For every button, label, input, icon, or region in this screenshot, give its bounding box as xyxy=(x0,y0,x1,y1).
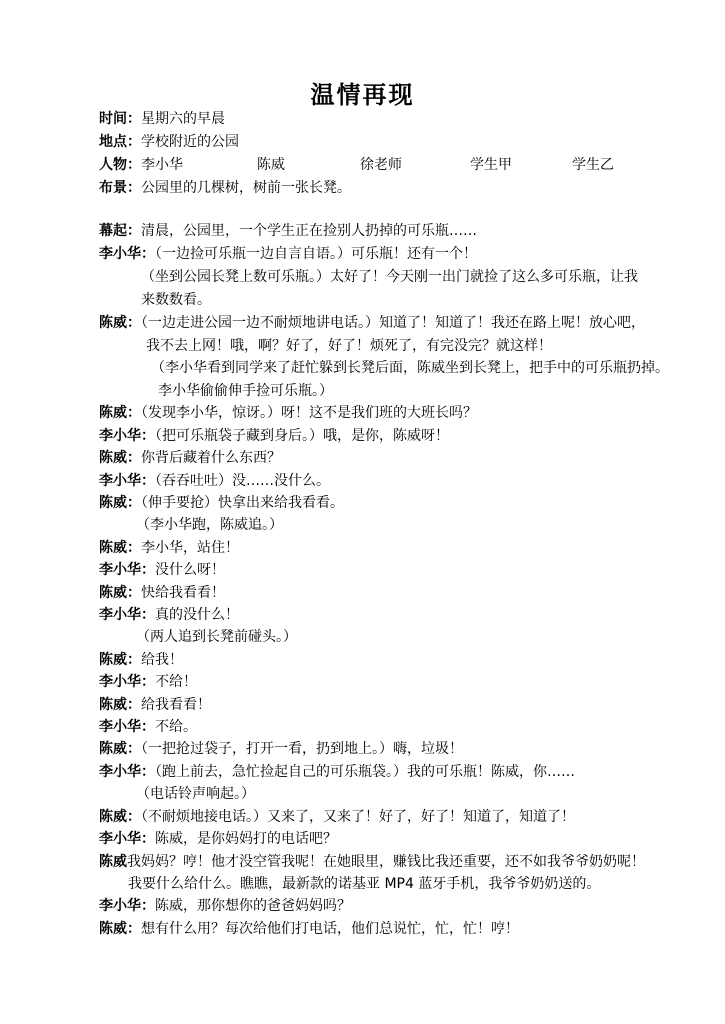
script-line xyxy=(158,380,725,402)
speaker-label: 李小华： xyxy=(99,428,155,444)
line-text: 不给！ xyxy=(155,674,197,690)
script-line xyxy=(136,783,725,805)
line-text: 清晨，公园里，一个学生正在捡别人扔掉的可乐瓶…… xyxy=(141,223,477,239)
script-line xyxy=(99,806,699,828)
script-line xyxy=(151,357,725,379)
script-line xyxy=(99,402,699,424)
script-line xyxy=(141,289,725,311)
script-line xyxy=(141,266,725,288)
line-text: （坐到公园长凳上数可乐瓶。）太好了！今天刚一出门就捡了这么多可乐瓶，让我 xyxy=(141,269,638,285)
script-line xyxy=(99,716,699,738)
script-line xyxy=(99,492,699,514)
script-line xyxy=(99,851,699,873)
script-line xyxy=(99,425,699,447)
speaker-label: 李小华： xyxy=(99,607,155,623)
setting-value: 公园里的几棵树，树前一张长凳。 xyxy=(141,180,351,196)
cast-label: 人物： xyxy=(99,157,141,173)
line-text: （伸手要抢）快拿出来给我看看。 xyxy=(141,495,344,511)
script-line xyxy=(99,649,699,671)
speaker-label: 陈威： xyxy=(99,741,141,757)
line-text: 快给我看看！ xyxy=(141,585,225,601)
script-line xyxy=(99,537,699,559)
time-label: 时间： xyxy=(99,111,141,127)
line-text: （跑上前去，急忙捡起自己的可乐瓶袋。）我的可乐瓶！陈威，你…… xyxy=(155,764,575,780)
line-text: 给我看看！ xyxy=(141,697,211,713)
script-line xyxy=(99,243,699,265)
setting-line xyxy=(99,177,699,199)
speaker-label: 李小华： xyxy=(99,562,155,578)
line-text: 想有什么用？每次给他们打电话，他们总说忙，忙，忙！哼！ xyxy=(141,921,519,937)
script-line xyxy=(99,694,699,716)
line-text: （一把抢过袋子，打开一看，扔到地上。）嗨，垃圾！ xyxy=(141,741,463,757)
cast-member: 学生甲 xyxy=(470,157,512,173)
line-text: （李小华看到同学来了赶忙躲到长凳后面，陈威坐到长凳上，把手中的可乐瓶扔掉。 xyxy=(151,360,669,376)
line-text: 我不去上网！哦，啊？好了，好了！烦死了，有完没完？就这样！ xyxy=(146,338,552,354)
line-text: （李小华跑，陈威追。） xyxy=(136,517,283,533)
cast-member: 学生乙 xyxy=(572,157,614,173)
script-line xyxy=(99,604,699,626)
speaker-label: 李小华： xyxy=(99,764,155,780)
script-line xyxy=(136,514,725,536)
cast-line xyxy=(99,154,699,176)
speaker-label: 陈威 xyxy=(99,854,127,870)
speaker-label: 李小华： xyxy=(99,719,155,735)
script-line xyxy=(99,559,699,581)
script-line xyxy=(128,873,725,895)
script-line xyxy=(99,312,699,334)
place-line xyxy=(99,131,699,153)
line-text: 真的没什么！ xyxy=(155,607,239,623)
speaker-label: 幕起： xyxy=(99,223,141,239)
line-text: （两人追到长凳前碰头。） xyxy=(136,629,297,645)
speaker-label: 李小华： xyxy=(99,831,155,847)
line-text: 不给。 xyxy=(155,719,197,735)
speaker-label: 陈威： xyxy=(99,809,141,825)
script-line xyxy=(99,470,699,492)
speaker-label: 陈威： xyxy=(99,315,141,331)
place-label: 地点： xyxy=(99,134,141,150)
page-title: 温情再现 xyxy=(310,81,415,109)
cast-member: 徐老师 xyxy=(360,157,402,173)
line-text: 我要什么给什么。瞧瞧，最新款的诺基亚 MP4 蓝牙手机，我爷爷奶奶送的。 xyxy=(128,876,601,892)
line-text: （吞吞吐吐）没……没什么。 xyxy=(155,473,330,489)
cast-member: 李小华 xyxy=(141,157,183,173)
speaker-label: 李小华： xyxy=(99,898,155,914)
script-line xyxy=(136,626,725,648)
speaker-label: 李小华： xyxy=(99,246,155,262)
place-value: 学校附近的公园 xyxy=(141,134,239,150)
setting-label: 布景： xyxy=(99,180,141,196)
line-text: 你背后藏着什么东西？ xyxy=(141,450,281,466)
script-line xyxy=(99,671,699,693)
cast-member: 陈威 xyxy=(257,157,285,173)
line-text: 陈威，是你妈妈打的电话吧？ xyxy=(155,831,337,847)
line-text: 来数数看。 xyxy=(141,292,211,308)
line-text: 没什么呀！ xyxy=(155,562,225,578)
speaker-label: 陈威： xyxy=(99,495,141,511)
speaker-label: 陈威： xyxy=(99,697,141,713)
line-text: 我妈妈？哼！他才没空管我呢！在她眼里，赚钱比我还重要，还不如我爷爷奶奶呢！ xyxy=(127,854,645,870)
speaker-label: 陈威： xyxy=(99,921,141,937)
speaker-label: 陈威： xyxy=(99,652,141,668)
line-text: （一边走进公园一边不耐烦地讲电话。）知道了！知道了！我还在路上呢！放心吧， xyxy=(141,315,645,331)
script-line xyxy=(99,761,699,783)
line-text: （发现李小华，惊讶。）呀！这不是我们班的大班长吗？ xyxy=(141,405,477,421)
speaker-label: 陈威： xyxy=(99,450,141,466)
script-line xyxy=(99,828,699,850)
speaker-label: 陈威： xyxy=(99,585,141,601)
script-line xyxy=(99,738,699,760)
line-text: 李小华偷偷伸手捡可乐瓶。） xyxy=(158,383,333,399)
line-text: （不耐烦地接电话。）又来了，又来了！好了，好了！知道了，知道了！ xyxy=(141,809,575,825)
line-text: 陈威，那你想你的爸爸妈妈吗？ xyxy=(155,898,351,914)
script-line xyxy=(99,447,699,469)
time-value: 星期六的早晨 xyxy=(141,111,225,127)
speaker-label: 李小华： xyxy=(99,674,155,690)
speaker-label: 陈威： xyxy=(99,405,141,421)
script-line xyxy=(99,582,699,604)
speaker-label: 李小华： xyxy=(99,473,155,489)
script-line xyxy=(99,220,699,242)
time-line xyxy=(99,108,699,130)
script-line xyxy=(99,895,699,917)
script-line xyxy=(99,918,699,940)
speaker-label: 陈威： xyxy=(99,540,141,556)
line-text: 给我！ xyxy=(141,652,183,668)
line-text: （一边捡可乐瓶一边自言自语。）可乐瓶！还有一个！ xyxy=(155,246,477,262)
line-text: 李小华，站住！ xyxy=(141,540,239,556)
line-text: （电话铃声响起。） xyxy=(136,786,255,802)
line-text: （把可乐瓶袋子藏到身后。）哦，是你，陈威呀！ xyxy=(155,428,449,444)
script-line xyxy=(146,335,725,357)
